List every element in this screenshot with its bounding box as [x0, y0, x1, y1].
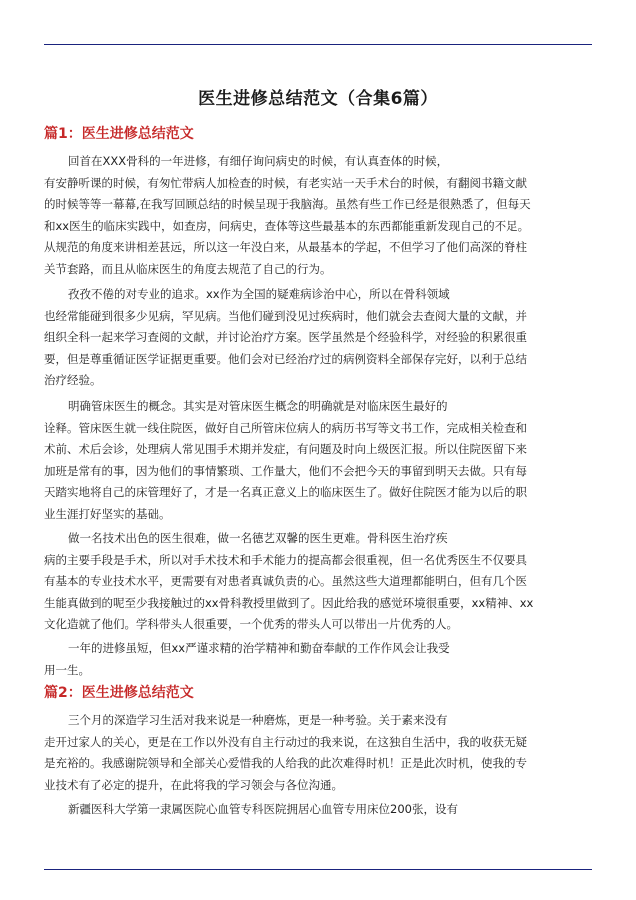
text-line: 一年的进修虽短，但xx严谨求精的治学精神和勤奋奉献的工作作风会让我受 — [68, 641, 450, 655]
text-line: 诠释。管床医生就一线住院医，做好自己所管床位病人的病历书写等文书工作，完成相关检查和 — [44, 420, 527, 435]
text-line: 病的主要手段是手术，所以对手术技术和手术能力的提高都会很重视，但一名优秀医生不仅要具 — [44, 552, 527, 567]
text-line: 业技术有了必定的提升，在此将我的学习领会与各位沟通。 — [44, 777, 343, 792]
text-line: 和xx医生的临床实践中，如查房，问病史，查体等这些最基本的东西都能重新发现自己的不足。 — [44, 218, 530, 233]
text-line: 文化造就了他们。学科带头人很重要，一个优秀的带头人可以带出一片优秀的人。 — [44, 617, 458, 631]
text-line: 回首在XXX骨科的一年进修，有细仔询问病史的时候，有认真查体的时候， — [68, 154, 449, 168]
text-line: 从规范的角度来讲相差甚远，所以这一年没白来，从最基本的学起，不但学习了他们高深的脊柱 — [44, 240, 527, 254]
text-line: 也经常能碰到很多少见病，罕见病。当他们碰到没见过疾病时，他们就会去查阅大量的文献，并 — [44, 308, 527, 323]
text-line: 业生涯打好坚实的基础。 — [44, 506, 171, 521]
text-line: 组织全科一起来学习查阅的文献，并讨论治疗方案。医学虽然是个经验科学，对经验的积累很重 — [44, 330, 527, 344]
text-line: 三个月的深造学习生活对我来说是一种磨炼，更是一种考验。关于素来没有 — [68, 713, 448, 727]
paragraph-1-2 — [44, 284, 592, 392]
text-line: 关节套路，而且从临床医生的角度去规范了自己的行为。 — [44, 261, 332, 276]
text-line: 明确管床医生的概念。其实是对管床医生概念的明确就是对临床医生最好的 — [68, 399, 448, 413]
paragraph-1-5 — [44, 638, 592, 681]
text-line: 治疗经验。 — [44, 373, 102, 387]
header-rule — [44, 44, 592, 45]
text-line: 加班是常有的事，因为他们的事情繁琐、工作量大，他们不会把今天的事留到明天去做。只有每 — [44, 463, 527, 478]
text-line: 的时候等等一幕幕,在我写回顾总结的时候呈现于我脑海。虽然有些工作已经是很熟悉了，但每天 — [44, 197, 531, 211]
paragraph-1-4 — [44, 528, 592, 636]
text-line: 术前、术后会诊，处理病人常见围手术期并发症，有问题及时向上级医汇报。所以住院医留下来 — [44, 442, 527, 456]
text-line: 孜孜不倦的对专业的追求。xx作为全国的疑难病诊治中心，所以在骨科领域 — [68, 287, 450, 301]
text-line: 有安静听课的时候，有匆忙带病人加检查的时候，有老实站一天手术台的时候，有翻阅书籍文献 — [44, 175, 527, 190]
text-line: 生能真做到的呢至少我接触过的xx骨科教授里做到了。因此给我的感觉环境很重要，xx精神、xx — [44, 595, 534, 610]
paragraph-1-3 — [44, 396, 592, 525]
text-line: 是充裕的。我感谢院领导和全部关心爱惜我的人给我的此次难得时机！正是此次时机，使我的专 — [44, 756, 527, 770]
paragraph-1-1 — [44, 151, 592, 280]
text-line: 走开过家人的关心，更是在工作以外没有自主行动过的我来说，在这独自生活中，我的收获无疑 — [44, 734, 527, 749]
paragraph-2-2 — [44, 799, 592, 821]
text-line: 新疆医科大学第一隶属医院心血管专科医院拥居心血管专用床位200张，设有 — [68, 802, 458, 816]
text-line: 要，但是尊重循证医学证据更重要。他们会对已经治疗过的病例资料全部保存完好，以利于总结 — [44, 351, 527, 366]
footer-rule — [44, 869, 592, 870]
text-line: 有基本的专业技术水平，更需要有对患者真诚负责的心。虽然这些大道理都能明白，但有几个医 — [44, 574, 527, 588]
text-line: 用一生。 — [44, 662, 90, 677]
document-title: 医生进修总结范文（合集6篇） — [198, 89, 438, 109]
paragraph-2-1 — [44, 710, 592, 796]
section-heading-2: 篇2：医生进修总结范文 — [44, 685, 194, 701]
text-line: 做一名技术出色的医生很难，做一名德艺双馨的医生更难。骨科医生治疗疾 — [68, 531, 448, 545]
section-heading-1: 篇1：医生进修总结范文 — [44, 126, 194, 142]
text-line: 天踏实地将自己的床管理好了，才是一名真正意义上的临床医生了。做好住院医才能为以后的职 — [44, 485, 527, 499]
